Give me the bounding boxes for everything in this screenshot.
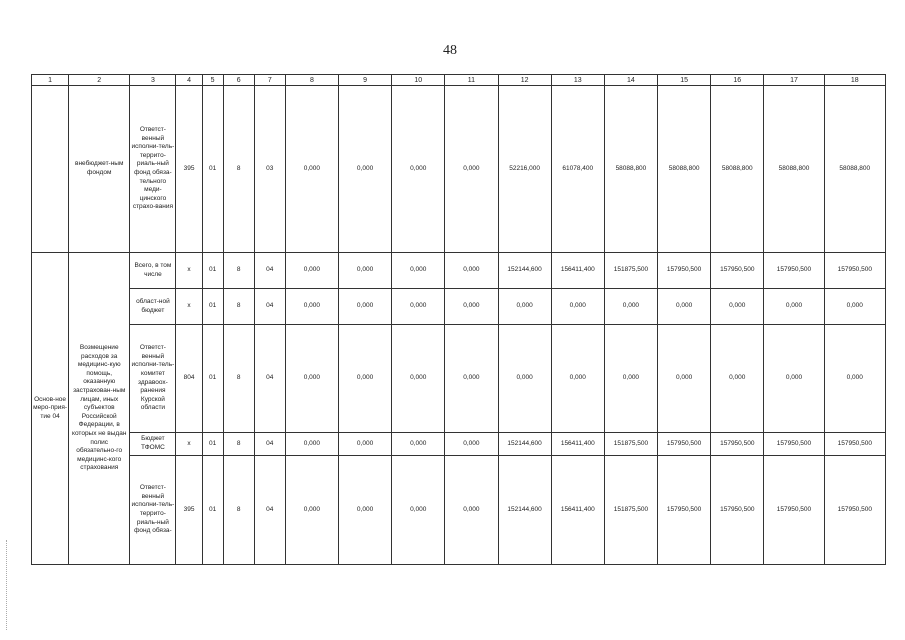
- value-cell: 03: [254, 86, 285, 253]
- value-cell: 0,000: [285, 86, 338, 253]
- executor-cell: Ответст-венный исполни-тель-террито-риаль-ный фонд обяза-: [130, 456, 176, 565]
- column-header: 8: [285, 75, 338, 86]
- value-cell: 157950,500: [711, 253, 764, 289]
- value-cell: 157950,500: [764, 253, 824, 289]
- page-number: 48: [443, 43, 457, 58]
- column-header: 1: [32, 75, 69, 86]
- value-cell: 01: [202, 289, 223, 325]
- value-cell: 04: [254, 253, 285, 289]
- executor-cell: Бюджет ТФОМС: [130, 433, 176, 456]
- value-cell: 0,000: [392, 456, 445, 565]
- column-header: 11: [445, 75, 498, 86]
- column-header: 16: [711, 75, 764, 86]
- value-cell: 0,000: [604, 325, 657, 433]
- value-cell: 58088,800: [824, 86, 885, 253]
- value-cell: 0,000: [338, 253, 391, 289]
- column-header: 18: [824, 75, 885, 86]
- column-header: 3: [130, 75, 176, 86]
- column-header: 9: [338, 75, 391, 86]
- value-cell: 804: [176, 325, 202, 433]
- value-cell: 8: [223, 289, 254, 325]
- value-cell: 0,000: [285, 456, 338, 565]
- value-cell: 01: [202, 253, 223, 289]
- value-cell: 0,000: [551, 289, 604, 325]
- value-cell: x: [176, 253, 202, 289]
- value-cell: 395: [176, 86, 202, 253]
- value-cell: 157950,500: [824, 433, 885, 456]
- value-cell: 0,000: [711, 325, 764, 433]
- value-cell: 0,000: [392, 289, 445, 325]
- value-cell: 0,000: [764, 325, 824, 433]
- value-cell: 58088,800: [604, 86, 657, 253]
- executor-cell: област-ной бюджет: [130, 289, 176, 325]
- value-cell: 157950,500: [658, 456, 711, 565]
- table-row: [32, 289, 886, 325]
- executor-cell: Ответст-венный исполни-тель-комитет здравоох-ранения Курской области: [130, 325, 176, 433]
- cell-empty: [32, 86, 69, 253]
- column-header: 12: [498, 75, 551, 86]
- value-cell: 0,000: [392, 86, 445, 253]
- value-cell: 8: [223, 253, 254, 289]
- value-cell: 0,000: [445, 456, 498, 565]
- value-cell: 0,000: [445, 433, 498, 456]
- value-cell: 0,000: [338, 289, 391, 325]
- value-cell: 0,000: [711, 289, 764, 325]
- column-header: 5: [202, 75, 223, 86]
- value-cell: 0,000: [764, 289, 824, 325]
- value-cell: 157950,500: [658, 433, 711, 456]
- value-cell: 0,000: [392, 433, 445, 456]
- column-header: 10: [392, 75, 445, 86]
- value-cell: 157950,500: [824, 456, 885, 565]
- value-cell: 157950,500: [711, 433, 764, 456]
- value-cell: x: [176, 433, 202, 456]
- value-cell: 0,000: [285, 433, 338, 456]
- value-cell: 0,000: [604, 289, 657, 325]
- value-cell: 157950,500: [764, 456, 824, 565]
- budget-table: [31, 74, 886, 565]
- value-cell: 0,000: [658, 289, 711, 325]
- value-cell: 156411,400: [551, 253, 604, 289]
- value-cell: 04: [254, 433, 285, 456]
- value-cell: 156411,400: [551, 456, 604, 565]
- column-header: 4: [176, 75, 202, 86]
- value-cell: 8: [223, 433, 254, 456]
- value-cell: 0,000: [498, 289, 551, 325]
- value-cell: 01: [202, 86, 223, 253]
- value-cell: 0,000: [498, 325, 551, 433]
- column-header: 17: [764, 75, 824, 86]
- activity-code-cell: Основ-ное меро-прия-тие 04: [32, 253, 69, 565]
- table-row: [32, 325, 886, 433]
- value-cell: 01: [202, 456, 223, 565]
- value-cell: 0,000: [285, 253, 338, 289]
- value-cell: 0,000: [445, 86, 498, 253]
- value-cell: 0,000: [658, 325, 711, 433]
- column-header: 14: [604, 75, 657, 86]
- table-row: [32, 86, 886, 253]
- value-cell: 58088,800: [764, 86, 824, 253]
- value-cell: 151875,500: [604, 253, 657, 289]
- value-cell: 157950,500: [658, 253, 711, 289]
- value-cell: 0,000: [445, 253, 498, 289]
- scan-edge-mark: [6, 540, 8, 630]
- column-header: 7: [254, 75, 285, 86]
- measure-name-cell: Возмещение расходов за медицинс-кую помощь, оказанную застрахован-ным лицам, иных субъектов Российской Федерации, в которых не выдан полис обязательно-го медицинс-кого страхования: [69, 253, 130, 565]
- table-row: [32, 253, 886, 289]
- value-cell: 152144,600: [498, 253, 551, 289]
- measure-name-cell: внебюджет-ным фондом: [69, 86, 130, 253]
- value-cell: 58088,800: [711, 86, 764, 253]
- value-cell: 04: [254, 456, 285, 565]
- table-row: [32, 456, 886, 565]
- value-cell: 0,000: [824, 325, 885, 433]
- column-header: 15: [658, 75, 711, 86]
- value-cell: 0,000: [551, 325, 604, 433]
- value-cell: 0,000: [285, 325, 338, 433]
- executor-cell: Ответст-венный исполни-тель-террито-риаль-ный фонд обяза-тельного меди-цинского страхо-вания: [130, 86, 176, 253]
- value-cell: 0,000: [445, 289, 498, 325]
- value-cell: 157950,500: [824, 253, 885, 289]
- value-cell: 156411,400: [551, 433, 604, 456]
- value-cell: 61078,400: [551, 86, 604, 253]
- value-cell: 0,000: [392, 253, 445, 289]
- value-cell: 0,000: [392, 325, 445, 433]
- value-cell: 0,000: [445, 325, 498, 433]
- header-row: [32, 75, 886, 86]
- column-header: 2: [69, 75, 130, 86]
- column-header: 13: [551, 75, 604, 86]
- value-cell: 152144,600: [498, 456, 551, 565]
- value-cell: 8: [223, 456, 254, 565]
- value-cell: 01: [202, 325, 223, 433]
- value-cell: 157950,500: [711, 456, 764, 565]
- value-cell: 152144,600: [498, 433, 551, 456]
- value-cell: x: [176, 289, 202, 325]
- value-cell: 04: [254, 325, 285, 433]
- value-cell: 01: [202, 433, 223, 456]
- column-header: 6: [223, 75, 254, 86]
- value-cell: 04: [254, 289, 285, 325]
- value-cell: 0,000: [338, 86, 391, 253]
- value-cell: 52216,000: [498, 86, 551, 253]
- value-cell: 8: [223, 86, 254, 253]
- table-row: [32, 433, 886, 456]
- value-cell: 0,000: [338, 433, 391, 456]
- value-cell: 395: [176, 456, 202, 565]
- value-cell: 0,000: [285, 289, 338, 325]
- value-cell: 0,000: [824, 289, 885, 325]
- value-cell: 151875,500: [604, 456, 657, 565]
- executor-cell: Всего, в том числе: [130, 253, 176, 289]
- value-cell: 157950,500: [764, 433, 824, 456]
- value-cell: 8: [223, 325, 254, 433]
- value-cell: 151875,500: [604, 433, 657, 456]
- value-cell: 0,000: [338, 325, 391, 433]
- value-cell: 0,000: [338, 456, 391, 565]
- value-cell: 58088,800: [658, 86, 711, 253]
